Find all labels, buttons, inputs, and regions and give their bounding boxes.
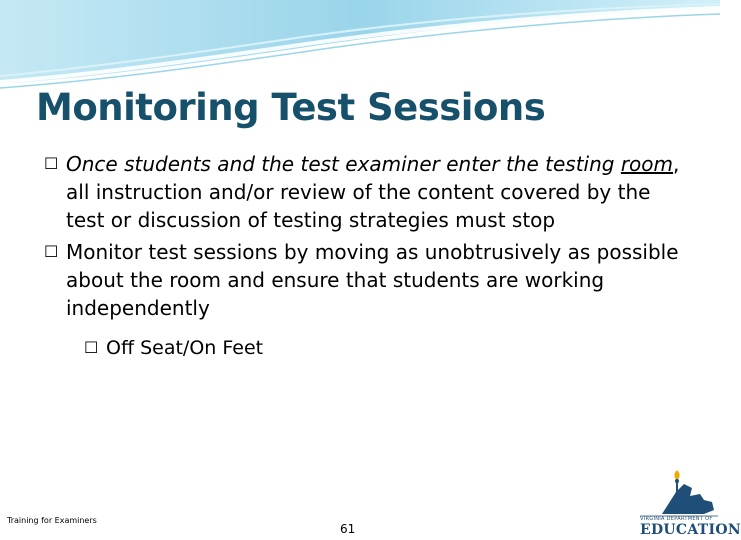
slide-content — [44, 150, 684, 362]
sub-bullet-1 — [84, 334, 684, 362]
checkbox-ballot-icon: ☐ — [44, 242, 59, 261]
logo-big-text: EDUCATION — [640, 522, 741, 538]
bullet-2-text: Monitor test sessions by moving as unobtrusively as possible about the room and ensure that students are working independently — [66, 240, 679, 320]
bullet-1 — [44, 150, 684, 234]
slide-title: Monitoring Test Sessions — [36, 86, 546, 129]
bullet-2 — [44, 238, 684, 322]
page-number: 61 — [340, 522, 356, 536]
header-wave-decoration — [0, 0, 720, 92]
bullet-1-emphasis: Once students and the test examiner enter the testing — [66, 152, 615, 176]
footer-course-label: Training for Examiners — [7, 516, 97, 525]
checkbox-ballot-icon: ☐ — [84, 338, 99, 357]
logo-small-text: VIRGINIA DEPARTMENT OF — [640, 516, 713, 522]
checkbox-ballot-icon: ☐ — [44, 154, 59, 173]
bullet-1-underlined: room — [620, 152, 674, 176]
bullet-1-rest: , all instruction and/or review of the content covered by the test or discussion of testing strategies must stop — [66, 152, 680, 232]
sub-bullet-1-text: Off Seat/On Feet — [106, 337, 264, 359]
